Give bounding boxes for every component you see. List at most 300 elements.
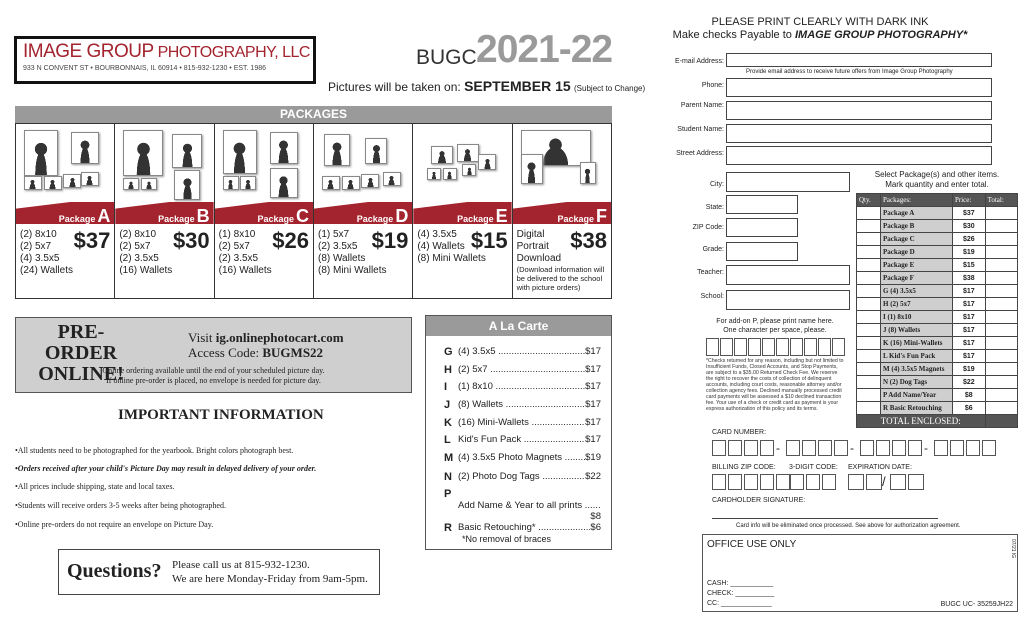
picture-date: Pictures will be taken on: SEPTEMBER 15 (Subject to Change) — [328, 78, 646, 94]
portrait-thumbnail — [123, 130, 163, 176]
addon-name-boxes — [706, 338, 846, 356]
info-bullet: •Orders received after your child's Picture Day may result in delayed delivery of your order. — [15, 464, 317, 473]
access-code: BUGMS22 — [262, 345, 324, 360]
portrait-thumbnail — [443, 168, 457, 180]
item-price: $17 — [585, 417, 601, 428]
qty-cell[interactable] — [857, 311, 881, 324]
item-price: $17 — [953, 337, 986, 350]
item-price: $22 — [953, 376, 986, 389]
table-row — [857, 285, 1018, 298]
qty-cell[interactable] — [857, 207, 881, 220]
questions-title: Questions? — [67, 560, 162, 582]
portrait-thumbnail — [223, 176, 239, 190]
package-e[interactable] — [413, 124, 512, 298]
parent-name-field[interactable] — [726, 101, 992, 120]
char-box[interactable] — [706, 338, 719, 356]
char-box[interactable] — [734, 338, 747, 356]
package-line: (2) 8x10 — [119, 229, 157, 240]
item-letter: P — [444, 488, 452, 500]
code-digit-box[interactable] — [712, 474, 726, 490]
table-row — [857, 298, 1018, 311]
char-box[interactable] — [804, 338, 817, 356]
portrait-thumbnail — [361, 174, 379, 188]
expiration-box[interactable] — [848, 474, 864, 490]
card-label: CARD NUMBER: — [712, 429, 767, 436]
package-a[interactable] — [16, 124, 115, 298]
item-price: $17 — [953, 350, 986, 363]
signature-label: CARDHOLDER SIGNATURE: — [712, 497, 806, 504]
portrait-thumbnail — [383, 172, 401, 186]
preorder-title: PRE-ORDER ONLINE! — [38, 321, 124, 385]
package-line: (16) Wallets — [119, 265, 173, 276]
portrait-thumbnail — [580, 162, 596, 184]
qty-cell[interactable] — [857, 259, 881, 272]
card-digit-box[interactable] — [760, 440, 774, 456]
char-box[interactable] — [748, 338, 761, 356]
item-name: I (1) 8x10 — [881, 311, 953, 324]
dash-icon: - — [776, 441, 780, 455]
package-letter: F — [595, 206, 607, 226]
slash-icon: / — [882, 474, 886, 489]
a-la-carte-item — [444, 522, 601, 534]
phone-field[interactable] — [726, 78, 992, 97]
select-instructions: Select Package(s) and other items. Mark quantity and enter total. — [874, 170, 1000, 189]
package-line: Digital — [516, 229, 545, 240]
item-letter: J — [444, 399, 451, 411]
portrait-thumbnail — [270, 132, 298, 164]
item-letter: G — [444, 346, 453, 358]
total-cell[interactable] — [985, 272, 1017, 285]
card-digit-box[interactable] — [818, 440, 832, 456]
table-row — [857, 233, 1018, 246]
card-digit-box[interactable] — [786, 440, 800, 456]
card-digit-box[interactable] — [728, 440, 742, 456]
qty-cell[interactable] — [857, 233, 881, 246]
card-digit-box[interactable] — [876, 440, 890, 456]
a-la-carte-item — [444, 346, 601, 358]
package-line: (1) 8x10 — [218, 229, 256, 240]
a-la-carte-item — [444, 399, 601, 411]
email-label: E-mail Address: — [674, 58, 724, 65]
email-field[interactable] — [726, 53, 992, 67]
package-f[interactable] — [513, 124, 611, 298]
code-digit-box[interactable] — [806, 474, 820, 490]
packages-grid — [15, 123, 612, 299]
total-cell[interactable] — [985, 337, 1017, 350]
package-c[interactable] — [215, 124, 314, 298]
logo-name: IMAGE GROUP PHOTOGRAPHY, LLC — [23, 41, 310, 62]
package-photo — [16, 124, 114, 204]
item-name: H (2) 5x7 — [881, 298, 953, 311]
package-label: Package F — [557, 206, 607, 226]
item-name: N (2) Dog Tags — [881, 376, 953, 389]
item-desc: (2) Photo Dog Tags ..... — [458, 471, 585, 483]
item-price: $38 — [953, 272, 986, 285]
a-la-carte-item — [444, 452, 601, 464]
teacher-label: Teacher: — [697, 269, 724, 276]
package-contents — [119, 229, 172, 277]
item-name: K (16) Mini-Wallets — [881, 337, 953, 350]
total-cell[interactable] — [985, 207, 1017, 220]
qty-cell[interactable] — [857, 363, 881, 376]
state-field[interactable] — [726, 195, 798, 214]
total-cell[interactable] — [985, 220, 1017, 233]
code-digit-box[interactable] — [744, 474, 758, 490]
package-photo — [115, 124, 213, 204]
portrait-thumbnail — [123, 178, 139, 190]
item-price: $17 — [953, 311, 986, 324]
portrait-thumbnail — [141, 178, 157, 190]
item-price: $17 — [585, 346, 601, 357]
table-row — [857, 350, 1018, 363]
header-cell: Qty. — [857, 194, 881, 207]
questions-text: Please call us at 815-932-1230. We are here Monday-Friday from 9am-5pm. — [172, 559, 368, 585]
table-header — [857, 194, 1018, 207]
package-line: (2) 8x10 — [20, 229, 57, 240]
package-contents — [20, 229, 73, 277]
table-row — [857, 246, 1018, 259]
qty-cell[interactable] — [857, 220, 881, 233]
item-name: Package D — [881, 246, 953, 259]
package-line: (Download information will be delivered to the school with picture orders) — [516, 265, 605, 292]
package-price: $26 — [272, 228, 309, 253]
item-name: L Kid's Fun Pack — [881, 350, 953, 363]
total-cell[interactable] — [985, 259, 1017, 272]
code-digit-box[interactable] — [760, 474, 774, 490]
table-row — [857, 272, 1018, 285]
check-disclaimer: *Checks returned for any reason, including but not limited to Insufficient Funds, Closed Accounts, and Stop Payments, are subject to a $35.00 Returned Check Fee. We reserve the right to recover the costs of collection of delinquent accounts, including court costs, reasonable attorney and/or collection agency fees. Declined manually processed credit card payments will be assessed a $10 declined transaction fee. Your use of a check or credit card as payment is your express authorization of this policy and its terms. — [706, 358, 844, 412]
card-digit-box[interactable] — [892, 440, 906, 456]
cash-line: CASH: ___________ — [707, 580, 774, 587]
item-desc: Basic Retouching* ..... — [458, 522, 590, 534]
char-box[interactable] — [790, 338, 803, 356]
item-price: $17 — [585, 381, 601, 392]
portrait-thumbnail — [24, 176, 42, 190]
card-digit-box[interactable] — [950, 440, 964, 456]
office-title: OFFICE USE ONLY — [707, 539, 797, 550]
package-label: Package B — [158, 206, 210, 226]
char-box[interactable] — [762, 338, 775, 356]
portrait-thumbnail — [324, 134, 350, 166]
total-cell[interactable] — [985, 233, 1017, 246]
dash-icon: - — [924, 441, 928, 455]
item-name: M (4) 3.5x5 Magnets — [881, 363, 953, 376]
total-cell[interactable] — [985, 285, 1017, 298]
expiration-box[interactable] — [866, 474, 882, 490]
a-la-carte-item — [444, 488, 601, 522]
package-photo — [513, 124, 611, 204]
preorder-url[interactable]: ig.onlinephotocart.com — [215, 330, 344, 345]
signature-line[interactable] — [712, 518, 938, 519]
item-price: $37 — [953, 207, 986, 220]
total-cell[interactable] — [985, 363, 1017, 376]
package-letter: E — [495, 206, 508, 226]
total-cell[interactable] — [985, 311, 1017, 324]
office-use-box — [702, 534, 1018, 612]
item-price: $30 — [953, 220, 986, 233]
teacher-field[interactable] — [726, 265, 850, 285]
item-name: R Basic Retouching — [881, 402, 953, 415]
package-line: (4) 3.5x5 — [417, 229, 457, 240]
item-name: Package A — [881, 207, 953, 220]
portrait-thumbnail — [240, 176, 256, 190]
card-digit-box[interactable] — [966, 440, 980, 456]
city-label: City: — [710, 181, 724, 188]
card-note: Card info will be eliminated once processed. See above for authorization agreement. — [736, 523, 961, 529]
code-digit-box[interactable] — [728, 474, 742, 490]
a-la-carte-item — [444, 434, 601, 446]
item-desc: Add Name & Year to all prints ..... — [458, 500, 601, 511]
grade-field[interactable] — [726, 242, 798, 261]
table-row — [857, 324, 1018, 337]
table-row — [857, 311, 1018, 324]
student-label: Student Name: — [677, 126, 724, 133]
total-cell[interactable] — [985, 402, 1017, 415]
package-label: Package E — [457, 206, 508, 226]
header-cell: Packages: — [881, 194, 953, 207]
char-box[interactable] — [818, 338, 831, 356]
student-name-field[interactable] — [726, 124, 992, 143]
item-price: $17 — [953, 324, 986, 337]
table-row — [857, 376, 1018, 389]
package-d[interactable] — [314, 124, 413, 298]
grade-label: Grade: — [702, 246, 724, 253]
a-la-carte-item — [444, 381, 601, 393]
package-line: (8) Mini Wallets — [417, 253, 486, 264]
qty-cell[interactable] — [857, 324, 881, 337]
card-digit-box[interactable] — [908, 440, 922, 456]
item-letter: R — [444, 522, 452, 534]
a-la-carte-note: *No removal of braces — [462, 534, 552, 544]
package-price: $37 — [73, 228, 111, 253]
table-row — [857, 363, 1018, 376]
portrait-thumbnail — [24, 130, 58, 176]
addon-instructions: For add-on P, please print name here. One character per space, please. — [716, 318, 834, 334]
qty-cell[interactable] — [857, 376, 881, 389]
package-line: (2) 3.5x5 — [218, 253, 259, 264]
char-box[interactable] — [832, 338, 845, 356]
item-price: $26 — [953, 233, 986, 246]
total-field[interactable] — [985, 415, 1017, 428]
item-desc: (1) 8x10 ..... — [458, 381, 585, 393]
check-line: CHECK: __________ — [707, 590, 775, 597]
table-row — [857, 220, 1018, 233]
item-price: $17 — [585, 434, 601, 445]
billing-zip-label: BILLING ZIP CODE: — [712, 464, 776, 471]
item-letter: M — [444, 452, 454, 464]
item-letter: L — [444, 434, 451, 446]
table-row — [857, 389, 1018, 402]
important-heading: IMPORTANT INFORMATION — [118, 407, 324, 423]
revision-code: 07/21 IG — [1010, 539, 1016, 559]
qty-cell[interactable] — [857, 298, 881, 311]
qty-cell[interactable] — [857, 337, 881, 350]
school-year: 2021-22 — [476, 28, 613, 71]
package-line: Portrait — [516, 241, 549, 252]
packages-heading: PACKAGES — [15, 106, 612, 123]
portrait-thumbnail — [63, 174, 81, 188]
a-la-carte-heading: A La Carte — [426, 316, 611, 336]
code-digit-box[interactable] — [822, 474, 836, 490]
package-price: $38 — [570, 228, 607, 253]
package-line: Download — [516, 253, 562, 264]
package-label: Package A — [58, 206, 111, 226]
card-digit-box[interactable] — [834, 440, 848, 456]
state-label: State: — [705, 204, 724, 211]
city-field[interactable] — [726, 172, 850, 192]
logo-address: 933 N CONVENT ST • BOURBONNAIS, IL 60914 • 815-932-1230 • EST. 1986 — [23, 65, 267, 72]
package-photo — [413, 124, 511, 204]
parent-label: Parent Name: — [680, 102, 724, 109]
package-price: $15 — [470, 228, 508, 253]
header-cell: Total: — [985, 194, 1017, 207]
portrait-thumbnail — [342, 176, 360, 190]
a-la-carte-item — [444, 364, 601, 376]
cc-line: CC: _____________ — [707, 600, 772, 607]
order-table — [856, 193, 1018, 428]
zip-label: ZIP Code: — [692, 224, 724, 231]
card-digit-box[interactable] — [802, 440, 816, 456]
expiration-box[interactable] — [890, 474, 906, 490]
info-bullet: •Online pre-orders do not require an envelope on Picture Day. — [15, 520, 214, 529]
portrait-thumbnail — [71, 132, 99, 164]
item-desc: (8) Wallets ..... — [458, 399, 585, 411]
char-box[interactable] — [720, 338, 733, 356]
item-price: $22 — [585, 471, 601, 482]
portrait-thumbnail — [322, 176, 340, 190]
total-cell[interactable] — [985, 389, 1017, 402]
item-letter: I — [444, 381, 448, 393]
total-label: TOTAL ENCLOSED: — [857, 415, 986, 428]
card-digit-box[interactable] — [934, 440, 948, 456]
portrait-thumbnail — [81, 172, 99, 186]
qty-cell[interactable] — [857, 402, 881, 415]
item-price: $19 — [953, 363, 986, 376]
phone-label: Phone: — [701, 82, 724, 89]
item-price: $6 — [590, 522, 601, 533]
qty-cell[interactable] — [857, 350, 881, 363]
item-price: $8 — [590, 511, 601, 522]
package-line: (2) 3.5x5 — [317, 241, 358, 252]
questions-box — [58, 549, 380, 595]
code-digit-box[interactable] — [776, 474, 790, 490]
qty-cell[interactable] — [857, 389, 881, 402]
item-desc: (4) 3.5x5 Photo Magnets ..... — [458, 452, 585, 464]
qty-cell[interactable] — [857, 272, 881, 285]
portrait-thumbnail — [462, 164, 476, 176]
package-line: (8) Mini Wallets — [317, 265, 387, 276]
portrait-thumbnail — [431, 146, 453, 164]
info-bullet: •Students will receive orders 3-5 weeks after being photographed. — [15, 501, 226, 510]
item-price: $17 — [953, 285, 986, 298]
total-cell[interactable] — [985, 324, 1017, 337]
portrait-thumbnail — [174, 170, 200, 200]
package-letter: A — [97, 206, 111, 226]
package-line: (4) 3.5x5 — [20, 253, 60, 264]
card-digit-box[interactable] — [860, 440, 874, 456]
school-field[interactable] — [726, 290, 850, 310]
package-photo — [215, 124, 313, 204]
info-bullet: •All prices include shipping, state and local taxes. — [15, 482, 175, 491]
package-line: (8) Wallets — [317, 253, 366, 264]
package-letter: B — [196, 206, 210, 226]
item-desc: (16) Mini-Wallets ..... — [458, 417, 585, 429]
card-digit-box[interactable] — [712, 440, 726, 456]
package-line: (2) 5x7 — [20, 241, 52, 252]
email-note: Provide email address to receive future offers from Image Group Photography — [746, 69, 953, 75]
card-digit-box[interactable] — [982, 440, 996, 456]
code-digit-box[interactable] — [790, 474, 804, 490]
table-row — [857, 207, 1018, 220]
package-letter: C — [295, 206, 309, 226]
package-line: (2) 5x7 — [218, 241, 250, 252]
preorder-box — [15, 317, 412, 393]
package-b[interactable] — [115, 124, 214, 298]
char-box[interactable] — [776, 338, 789, 356]
item-desc: Kid's Fun Pack ..... — [458, 434, 585, 446]
preorder-visit: Visit ig.onlinephotocart.com Access Code: BUGMS22 — [188, 330, 344, 360]
qty-cell[interactable] — [857, 285, 881, 298]
a-la-carte-box — [425, 315, 612, 550]
portrait-thumbnail — [478, 154, 496, 170]
a-la-carte-item — [444, 471, 601, 483]
item-price: $8 — [953, 389, 986, 402]
expiration-label: EXPIRATION DATE: — [848, 464, 912, 471]
total-cell[interactable] — [985, 376, 1017, 389]
total-cell[interactable] — [985, 246, 1017, 259]
portrait-thumbnail — [365, 138, 387, 164]
item-name: Package C — [881, 233, 953, 246]
package-contents — [219, 229, 272, 277]
item-name: P Add Name/Year — [881, 389, 953, 402]
item-name: Package B — [881, 220, 953, 233]
zip-field[interactable] — [726, 218, 798, 237]
a-la-carte-item — [444, 417, 601, 429]
form-header: PLEASE PRINT CLEARLY WITH DARK INK Make checks Payable to IMAGE GROUP PHOTOGRAPHY* — [672, 16, 968, 41]
portrait-thumbnail — [44, 176, 62, 190]
portrait-thumbnail — [457, 144, 479, 162]
table-row — [857, 402, 1018, 415]
info-bullet: •All students need to be photographed for the yearbook. Bright colors photograph best. — [15, 446, 294, 455]
dash-icon: - — [850, 441, 854, 455]
item-price: $6 — [953, 402, 986, 415]
package-photo — [314, 124, 412, 204]
total-cell[interactable] — [985, 298, 1017, 311]
expiration-box[interactable] — [908, 474, 924, 490]
item-price: $17 — [953, 298, 986, 311]
header-cell: Price: — [953, 194, 986, 207]
item-price: $19 — [585, 452, 601, 463]
item-name: Package E — [881, 259, 953, 272]
school-code: BUGC — [416, 46, 477, 69]
portrait-thumbnail — [223, 130, 257, 174]
table-row — [857, 337, 1018, 350]
item-name: Package F — [881, 272, 953, 285]
package-line: (2) 3.5x5 — [119, 253, 159, 264]
total-row — [857, 415, 1018, 428]
card-digit-box[interactable] — [744, 440, 758, 456]
item-name: G (4) 3.5x5 — [881, 285, 953, 298]
item-price: $17 — [585, 399, 601, 410]
billing-boxes — [712, 474, 932, 492]
item-price: $17 — [585, 364, 601, 375]
digit-code-label: 3-DIGIT CODE: — [789, 464, 838, 471]
portrait-thumbnail — [427, 168, 441, 180]
item-desc: (2) 5x7 ..... — [458, 364, 585, 376]
street-field[interactable] — [726, 146, 992, 165]
qty-cell[interactable] — [857, 246, 881, 259]
total-cell[interactable] — [985, 350, 1017, 363]
